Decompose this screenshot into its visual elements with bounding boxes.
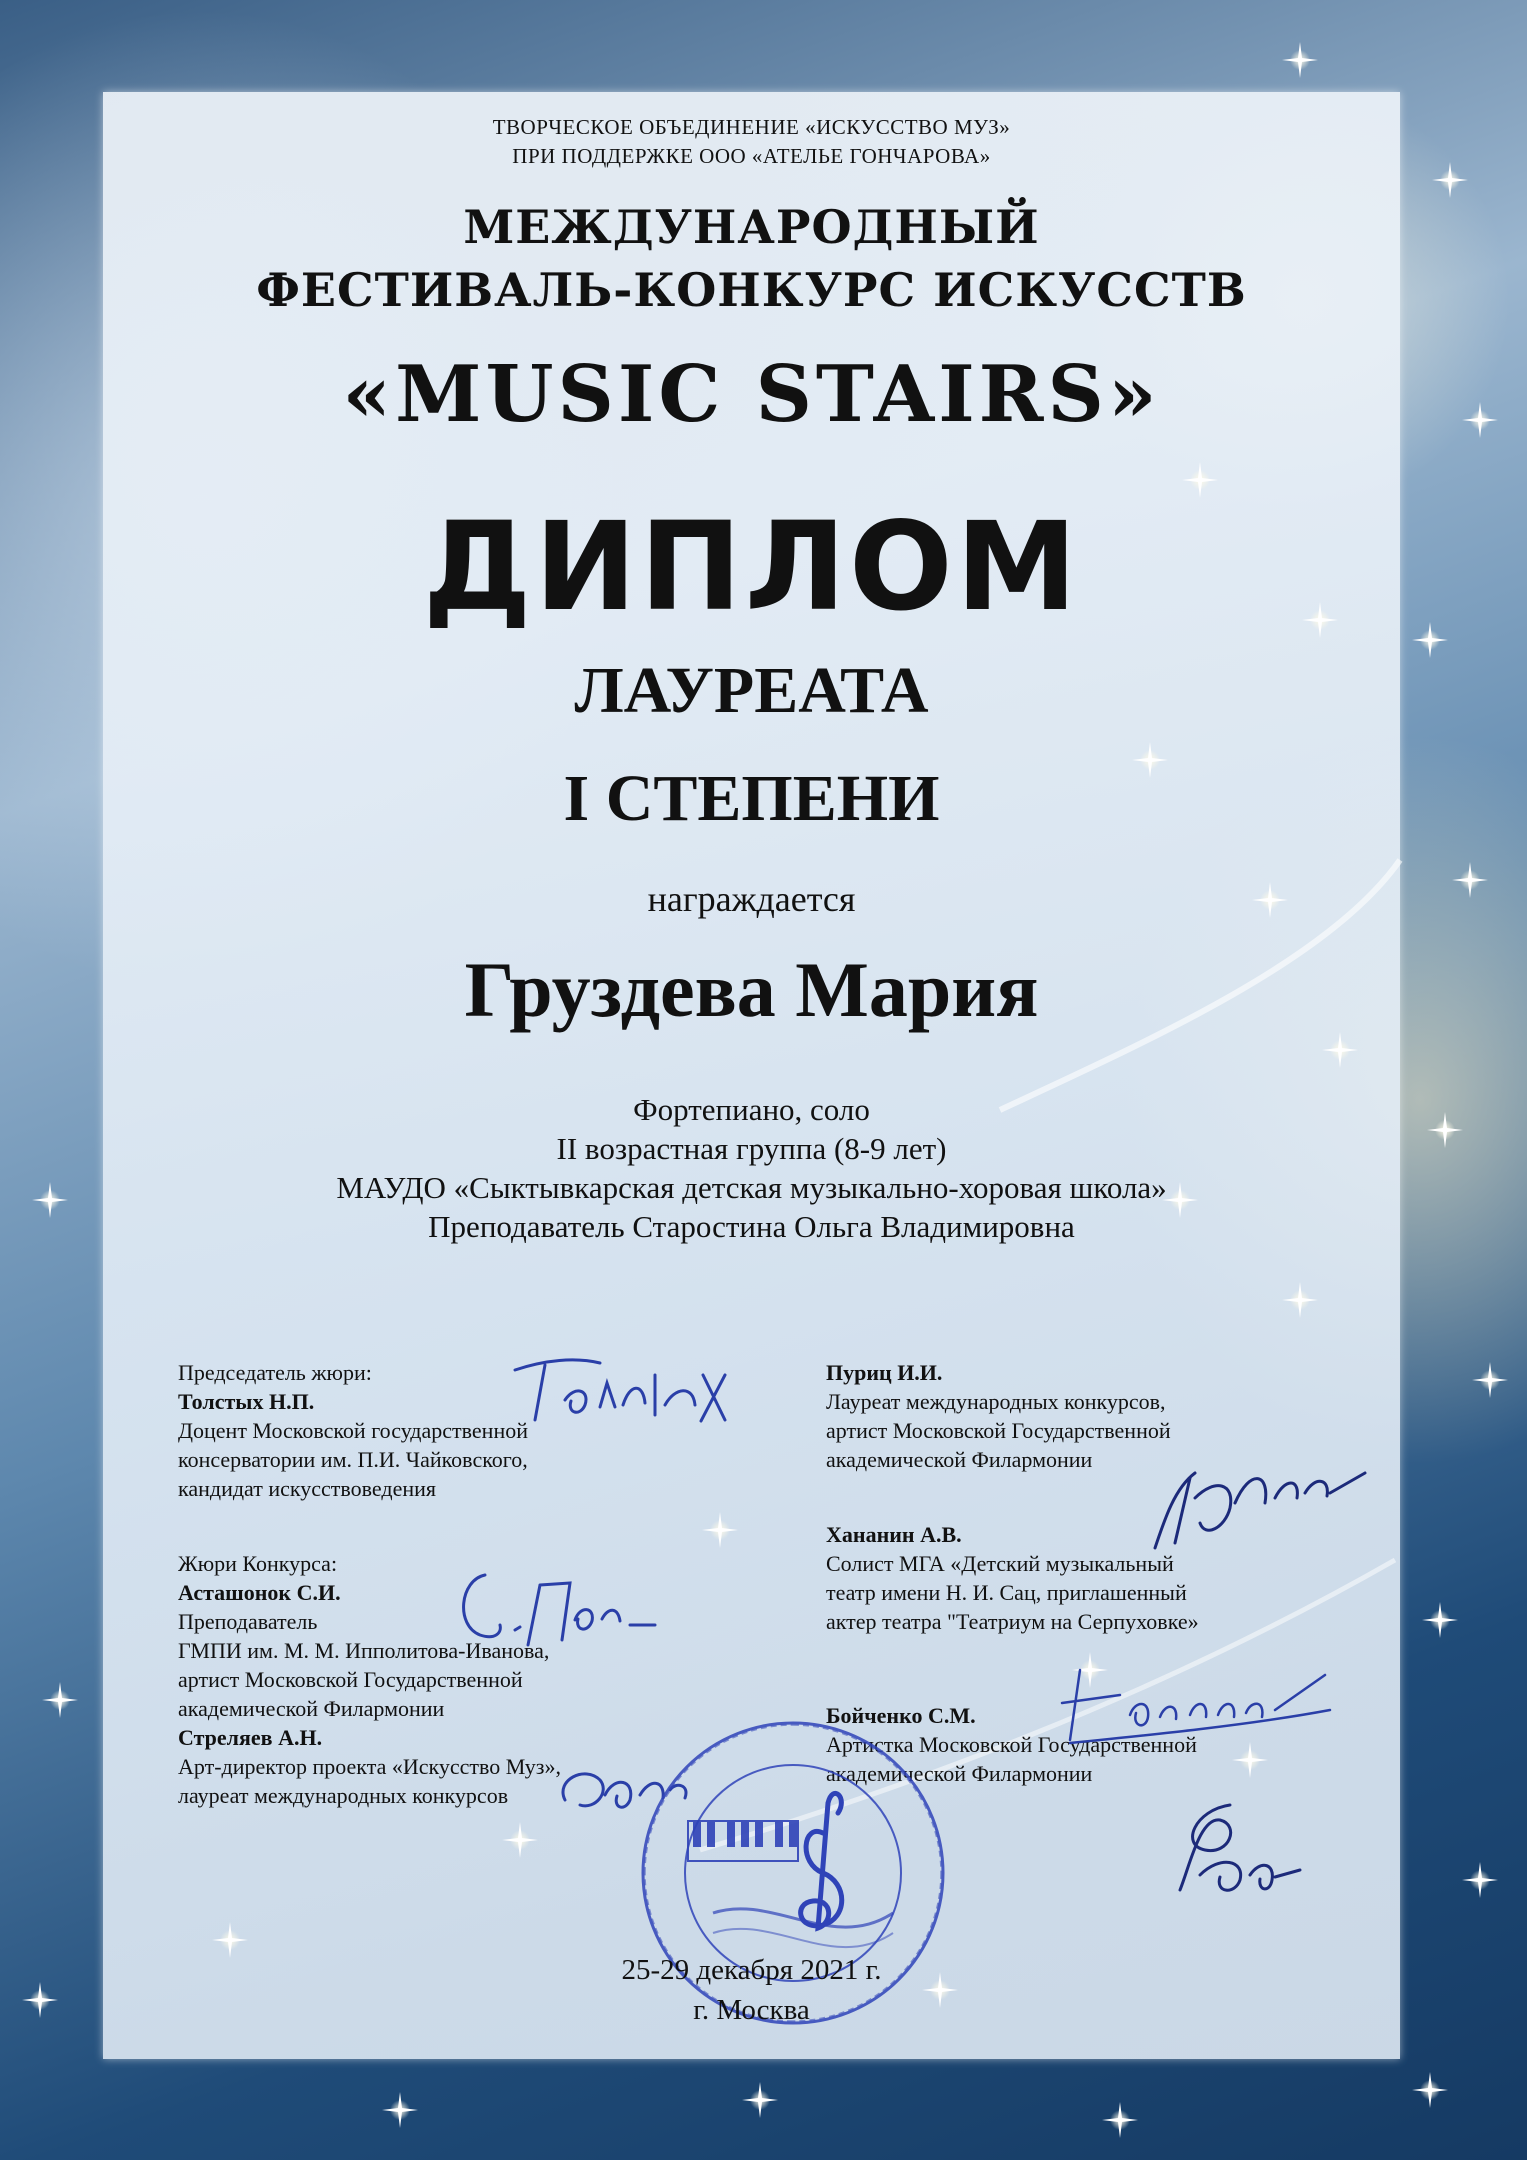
signature-boychenko — [1160, 1795, 1310, 1905]
signature-tolstykh — [505, 1345, 745, 1435]
recipient-name: Груздева Мария — [464, 946, 1039, 1033]
jury-member-desc: артист Московской Государственной — [178, 1667, 523, 1692]
jury-member-name: Стреляев А.Н. — [178, 1725, 323, 1750]
festival-name: «MUSIC STAIRS» — [342, 349, 1161, 440]
chair-name: Толстых Н.П. — [178, 1389, 315, 1414]
jury-member-desc: академической Филармонии — [178, 1696, 445, 1721]
chair-desc: консерватории им. П.И. Чайковского, — [178, 1447, 528, 1472]
event-city: г. Москва — [693, 1994, 810, 2026]
jury-member-desc: актер театра "Театриум на Серпуховке» — [826, 1609, 1199, 1634]
jury-member-desc: Преподаватель — [178, 1609, 318, 1634]
festival-line-1: МЕЖДУНАРОДНЫЙ — [463, 200, 1040, 254]
event-date: 25-29 декабря 2021 г. — [621, 1954, 882, 1986]
organizer-line-2: ПРИ ПОДДЕРЖКЕ ООО «АТЕЛЬЕ ГОНЧАРОВА» — [512, 144, 991, 168]
jury-member-name: Бойченко С.М. — [826, 1703, 976, 1728]
organizer-line-1: ТВОРЧЕСКОЕ ОБЪЕДИНЕНИЕ «ИСКУССТВО МУЗ» — [492, 115, 1011, 139]
teacher: Преподаватель Старостина Ольга Владимировна — [428, 1209, 1075, 1244]
diploma-subtitle-2: I СТЕПЕНИ — [563, 762, 940, 835]
jury-member-desc: театр имени Н. И. Сац, приглашенный — [826, 1580, 1187, 1605]
jury-member-desc: Артистка Московской Государственной — [826, 1732, 1197, 1757]
jury-member-desc: академической Филармонии — [826, 1447, 1093, 1472]
jury-member-name: Хананин А.В. — [826, 1522, 962, 1547]
festival-line-2: ФЕСТИВАЛЬ-КОНКУРС ИСКУССТВ — [256, 263, 1247, 317]
nomination: Фортепиано, соло — [633, 1092, 870, 1127]
jury-member-desc: лауреат международных конкурсов — [178, 1783, 509, 1808]
diploma-title: ДИПЛОМ — [422, 496, 1081, 638]
signature-khananin — [1050, 1655, 1340, 1750]
age-group: II возрастная группа (8-9 лет) — [556, 1131, 947, 1166]
jury-member-name: Асташонок С.И. — [178, 1580, 341, 1605]
jury-member-desc: артист Московской Государственной — [826, 1418, 1171, 1443]
jury-member-desc: Солист МГА «Детский музыкальный — [826, 1551, 1174, 1576]
signature-astashonok — [440, 1555, 670, 1655]
jury-label: Жюри Конкурса: — [178, 1551, 338, 1576]
chair-desc: кандидат искусствоведения — [178, 1476, 437, 1501]
jury-member-desc: Арт-директор проекта «Искусство Муз», — [178, 1754, 561, 1779]
jury-member-desc: ГМПИ им. М. М. Ипполитова-Иванова, — [178, 1638, 550, 1663]
signature-purits — [1135, 1448, 1375, 1558]
chair-desc: Доцент Московской государственной — [178, 1418, 528, 1443]
institution: МАУДО «Сыктывкарская детская музыкально-хоровая школа» — [336, 1170, 1167, 1205]
jury-member-desc: Лауреат международных конкурсов, — [826, 1389, 1166, 1414]
chair-label: Председатель жюри: — [178, 1360, 372, 1385]
awarded-text: награждается — [647, 879, 856, 919]
jury-member-name: Пуриц И.И. — [826, 1360, 943, 1385]
diploma-subtitle-1: ЛАУРЕАТА — [574, 654, 929, 727]
jury-member-desc: академической Филармонии — [826, 1761, 1093, 1786]
